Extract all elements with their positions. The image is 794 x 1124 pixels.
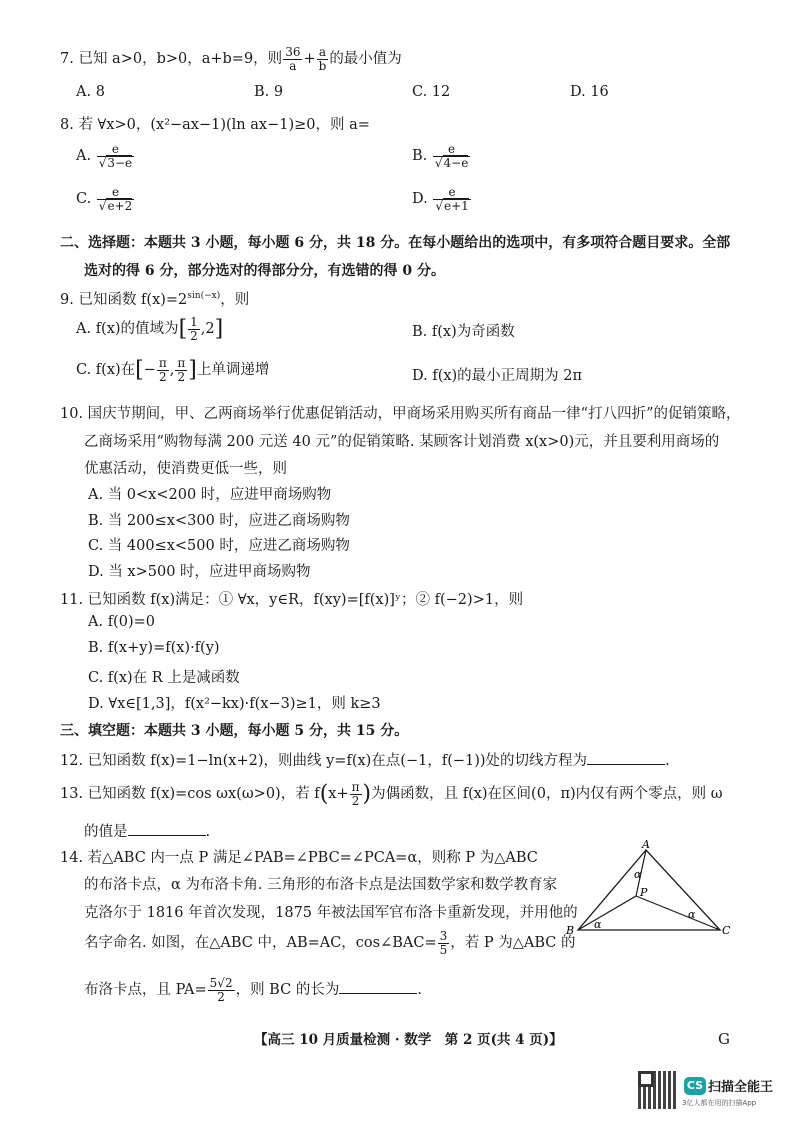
frac-numerator: e: [433, 186, 470, 200]
left-bracket: [: [135, 357, 144, 383]
segment-pb: [578, 896, 636, 930]
option-text: C. f(x)在: [76, 362, 136, 379]
frac-numerator: 36: [285, 45, 301, 59]
frac-numerator: π: [158, 356, 167, 370]
option-fraction: [433, 186, 470, 212]
q7-stem-tail: 的最小值为: [329, 51, 402, 68]
q14-stem-line: 14. 若△ABC 内一点 P 满足∠PAB=∠PBC=∠PCA=α，则称 P 为△ABC: [60, 850, 538, 866]
q11-option-d: D. ∀x∈[1,3]，f(x²−kx)·f(x−3)≥1，则 k≥3: [88, 696, 381, 712]
frac-numerator: 1: [190, 315, 198, 329]
label-p: P: [640, 886, 648, 899]
q7-option-d: D. 16: [570, 84, 609, 100]
page-footer: 【高三 10 月质量检测 · 数学 第 2 页(共 4 页)】: [254, 1032, 563, 1048]
q14-stem-line: [84, 930, 576, 956]
frac-numerator: π: [177, 356, 186, 370]
q13-answer-line: [84, 820, 210, 841]
q10-option-b: B. 当 200≤x<300 时，应进乙商场购物: [88, 513, 350, 529]
q9-stem: [60, 288, 249, 309]
q9-option-b: B. f(x)为奇函数: [412, 324, 515, 340]
period: .: [665, 753, 670, 769]
q13-stem-text: 13. 已知函数 f(x)=cos ωx(ω>0)，若 f: [60, 786, 320, 803]
option-fraction: [157, 357, 169, 383]
qr-code-icon: [638, 1071, 676, 1109]
version-mark: G: [718, 1030, 730, 1048]
option-fraction: [175, 357, 187, 383]
q8-option-d: [412, 186, 472, 212]
plus-sign: +: [303, 51, 316, 68]
q14-answer-line: [84, 977, 422, 1003]
q14-text-tail: ，则 BC 的长为: [235, 982, 340, 999]
q10-option-d: D. 当 x>500 时，应进甲商场购物: [88, 564, 311, 580]
option-label: A.: [76, 148, 92, 165]
q13-stem: [60, 781, 723, 807]
segment-pc: [636, 896, 720, 930]
frac-denominator: 2: [190, 328, 198, 343]
q8-option-a: [76, 143, 135, 169]
section3-heading: 三、填空题：本题共 3 小题，每小题 5 分，共 15 分。: [60, 723, 409, 739]
option-text-tail: ,2: [200, 321, 215, 338]
frac-denominator: √e+1: [435, 198, 469, 213]
option-fraction: [97, 143, 134, 169]
q7-stem: [60, 46, 402, 72]
camscanner-tagline: 3亿人都在用的扫描App: [682, 1099, 757, 1107]
label-c: C: [722, 924, 731, 937]
q7-option-a: A. 8: [76, 84, 105, 100]
period: .: [205, 824, 211, 840]
right-bracket: ]: [188, 357, 197, 383]
radicand: e+2: [107, 198, 133, 213]
frac-numerator: 5√2: [209, 976, 233, 990]
alpha-at-a: α: [634, 868, 642, 881]
q13-answer-prompt: 的值是: [84, 824, 128, 840]
alpha-at-b: α: [594, 918, 602, 931]
q10-stem-line: 乙商场采用“购物每满 200 元送 40 元”的促销策略. 某顾客计划消费 x(x>0)元，并且要利用商场的: [84, 434, 720, 450]
frac-denominator: √e+2: [98, 198, 133, 213]
option-label: D.: [412, 191, 428, 208]
q7-option-c: C. 12: [412, 84, 451, 100]
frac-denominator: a: [289, 58, 297, 73]
q10-stem-line: 优惠活动，使消费更低一些，则: [84, 461, 287, 477]
option-text-tail: 上单调递增: [196, 362, 270, 379]
radicand: 4−e: [443, 155, 469, 170]
q10-option-a: A. 当 0<x<200 时，应进甲商场购物: [88, 487, 332, 503]
q14-text-tail: ，若 P 为△ABC 的: [450, 935, 576, 952]
q9-option-d: D. f(x)的最小正周期为 2π: [412, 368, 583, 384]
frac-denominator: 2: [217, 989, 225, 1004]
q7-stem-text: 7. 已知 a>0，b>0，a+b=9，则: [60, 51, 283, 68]
option-label: C.: [76, 191, 92, 208]
q14-fraction-pa: [208, 977, 235, 1003]
label-b: B: [566, 924, 575, 937]
section2-heading: 二、选择题：本题共 3 小题，每小题 6 分，共 18 分。在每小题给出的选项中，有多项符合题目要求。全部: [60, 235, 731, 251]
q9-option-a: [76, 316, 223, 342]
camscanner-name: 扫描全能王: [708, 1080, 774, 1095]
right-bracket: ]: [214, 316, 224, 342]
option-fraction: [188, 316, 200, 342]
q8-option-c: [76, 186, 135, 212]
q7-option-b: B. 9: [254, 84, 284, 100]
q13-stem-tail: 为偶函数，且 f(x)在区间(0，π)内仅有两个零点，则 ω: [371, 786, 723, 803]
radicand: 3−e: [107, 155, 133, 170]
frac-numerator: e: [97, 186, 134, 200]
q8-option-b: [412, 143, 471, 169]
option-label: B.: [412, 148, 428, 165]
frac-numerator: e: [433, 143, 470, 157]
option-text: A. f(x)的值域为: [76, 321, 179, 338]
q9-stem-text: 9. 已知函数 f(x)=2: [60, 292, 188, 308]
q14-text: 名字命名. 如图，在△ABC 中，AB=AC，cos∠BAC=: [84, 935, 437, 952]
q12-stem-text: 12. 已知函数 f(x)=1−ln(x+2)，则曲线 y=f(x)在点(−1，f(−1))处的切线方程为: [60, 753, 588, 769]
q7-frac-a-over-b: [317, 46, 329, 72]
frac-numerator: π: [351, 780, 360, 794]
left-paren: (: [319, 781, 329, 807]
q11-option-c: C. f(x)在 R 上是减函数: [88, 670, 240, 686]
q14-text: 布洛卡点，且 PA=: [84, 982, 207, 999]
q13-fraction: [350, 781, 362, 807]
frac-denominator: 2: [351, 793, 360, 808]
right-paren: ): [362, 781, 372, 807]
q11-stem: 11. 已知函数 f(x)满足：① ∀x，y∈R，f(xy)=[f(x)]ʸ；② f(−2)>1，则: [60, 592, 524, 608]
q9-exponent: sin(−x): [187, 291, 221, 302]
q13-answer-blank[interactable]: [128, 823, 206, 836]
q14-stem-line: 克洛尔于 1816 年首次发现，1875 年被法国军官布洛卡重新发现，并用他的: [84, 905, 578, 921]
q9-option-c: C. f(x)在[− $\frac{\pi}{2}$ , $\frac{\pi}{2}$ ]上单调递增: [76, 356, 270, 384]
left-bracket: [: [178, 316, 188, 342]
q9-stem-tail: ，则: [220, 292, 250, 308]
frac-numerator: a: [317, 46, 329, 60]
q12-stem: [60, 749, 670, 770]
q10-stem-line: 10. 国庆节期间，甲、乙两商场举行优惠促销活动，甲商场采用购买所有商品一律“打八四折”的促销策略，: [60, 406, 741, 422]
q11-option-a: A. f(0)=0: [88, 614, 155, 630]
q13-arg: x+: [328, 786, 349, 803]
q7-frac-36-over-a: [283, 46, 302, 72]
q14-fraction-cos: [438, 930, 450, 956]
frac-denominator: 2: [177, 369, 186, 384]
radicand: e+1: [443, 198, 469, 213]
period: .: [417, 982, 422, 999]
camscanner-logo: CS: [684, 1077, 706, 1095]
frac-numerator: e: [97, 143, 134, 157]
frac-denominator: √4−e: [434, 155, 469, 170]
label-a: A: [642, 838, 650, 851]
q10-option-c: C. 当 400≤x<500 时，应进乙商场购物: [88, 538, 350, 554]
brocard-triangle-figure: [560, 838, 740, 938]
q8-stem: 8. 若 ∀x>0，(x²−ax−1)(ln ax−1)≥0，则 a=: [60, 117, 370, 133]
q12-answer-blank[interactable]: [587, 752, 665, 765]
section2-heading-cont: 选对的得 6 分，部分选对的得部分分，有选错的得 0 分。: [84, 263, 445, 279]
q14-answer-blank[interactable]: [339, 981, 417, 994]
option-fraction: [433, 143, 470, 169]
q11-option-b: B. f(x+y)=f(x)·f(y): [88, 640, 220, 656]
option-fraction: [97, 186, 134, 212]
frac-denominator: b: [318, 58, 327, 73]
frac-denominator: 5: [439, 942, 448, 957]
alpha-at-c: α: [688, 908, 696, 921]
frac-denominator: 2: [159, 369, 167, 384]
frac-denominator: √3−e: [98, 155, 133, 170]
q14-stem-line: 的布洛卡点，α 为布洛卡角. 三角形的布洛卡点是法国数学家和数学教育家: [84, 877, 558, 893]
frac-numerator: 3: [439, 929, 448, 943]
